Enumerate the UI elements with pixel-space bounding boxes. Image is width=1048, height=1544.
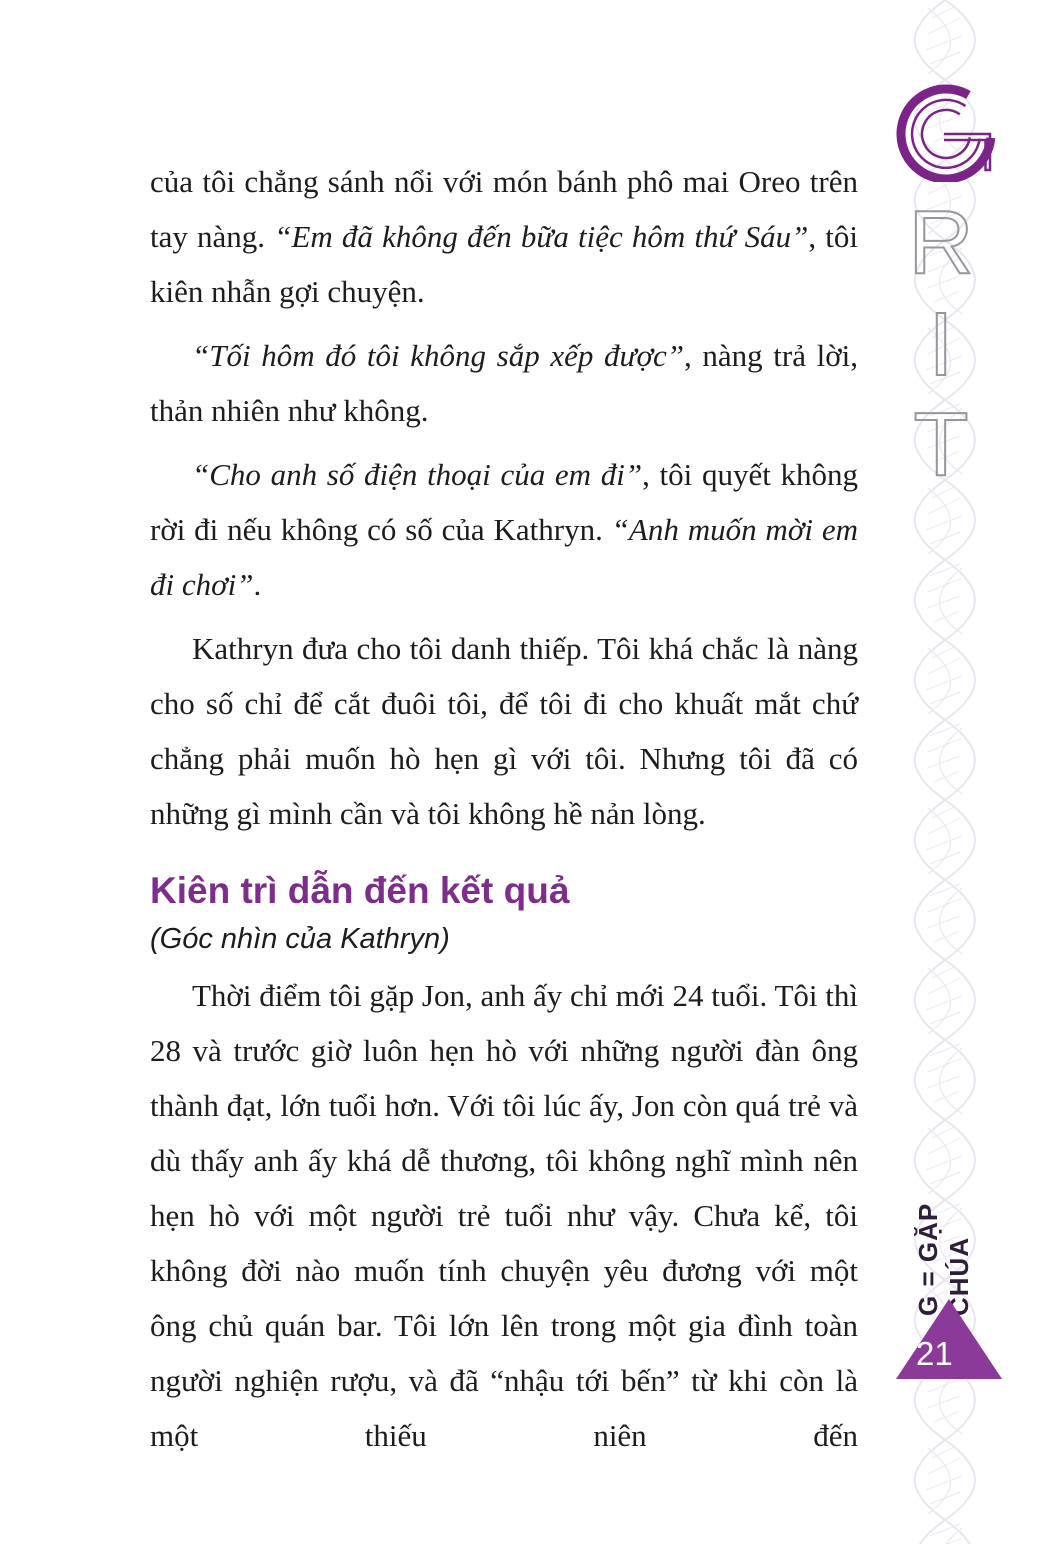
paragraph-2 [150,328,858,438]
grit-letter-i-icon [902,308,980,382]
section-subheading: (Góc nhìn của Kathryn) [150,923,450,956]
page-number-badge [896,1299,1002,1379]
paragraph-2-segment: , nàng trả lời, thản nhiên như không. [150,338,858,428]
paragraph-1-segment: , tôi kiên nhẫn gợi chuyện. [150,219,858,309]
paragraph-3-quote: “Cho anh số điện thoại của em đi” [192,457,643,492]
grit-letter-r: R [908,206,974,280]
paragraph-4 [150,621,858,841]
section-heading: Kiên trì dẫn đến kết quả [150,870,570,911]
paragraph-3-segment: . [253,567,262,602]
grit-letter-i: I [928,308,954,382]
grit-letter-r-icon [902,206,980,280]
paragraph-5 [150,968,858,1463]
paragraph-3 [150,447,858,612]
body-text-column [150,154,858,1472]
chapter-vertical-label: G = GẶP CHÚA [913,1203,974,1316]
paragraph-1 [150,154,858,319]
paragraph-3-quote-2: “Anh muốn mời em đi chơi” [150,512,858,602]
grit-letter-t-icon [902,408,980,482]
paragraph-1-quote: “Em đã không đến bữa tiệc hôm thứ Sáu” [274,219,809,254]
grit-letter-t: T [913,408,969,482]
paragraph-4-segment: Kathryn đưa cho tôi danh thiếp. Tôi khá chắc là nàng cho số chỉ để cắt đuôi tôi, để tôi đi cho khuất mắt chứ chẳng phải muốn hò hẹn gì với tôi. Nhưng tôi đã có những gì mình cần và tôi không hề nản lòng. [150,631,858,831]
page-number: 21 [916,1335,953,1372]
paragraph-5-segment: Thời điểm tôi gặp Jon, anh ấy chỉ mới 24 tuổi. Tôi thì 28 và trước giờ luôn hẹn hò với những người đàn ông thành đạt, lớn tuổi hơn. Với tôi lúc ấy, Jon còn quá trẻ và dù thấy anh ấy khá dễ thương, tôi không nghĩ mình nên hẹn hò với một người trẻ tuổi như vậy. Chưa kể, tôi không đời nào muốn tính chuyện yêu đương với một ông chủ quán bar. Tôi lớn lên trong một gia đình toàn người nghiện rượu, và đã “nhậu tới bến” từ khi còn là một thiếu niên đến [150,978,858,1454]
paragraph-3-segment: , tôi quyết không rời đi nếu không có số của Kathryn. [150,457,858,547]
paragraph-2-quote: “Tối hôm đó tôi không sắp xếp được” [192,338,684,373]
paragraph-1-segment: của tôi chẳng sánh nổi với món bánh phô mai Oreo trên tay nàng. [150,164,858,254]
grit-letter-g-icon [896,82,996,182]
